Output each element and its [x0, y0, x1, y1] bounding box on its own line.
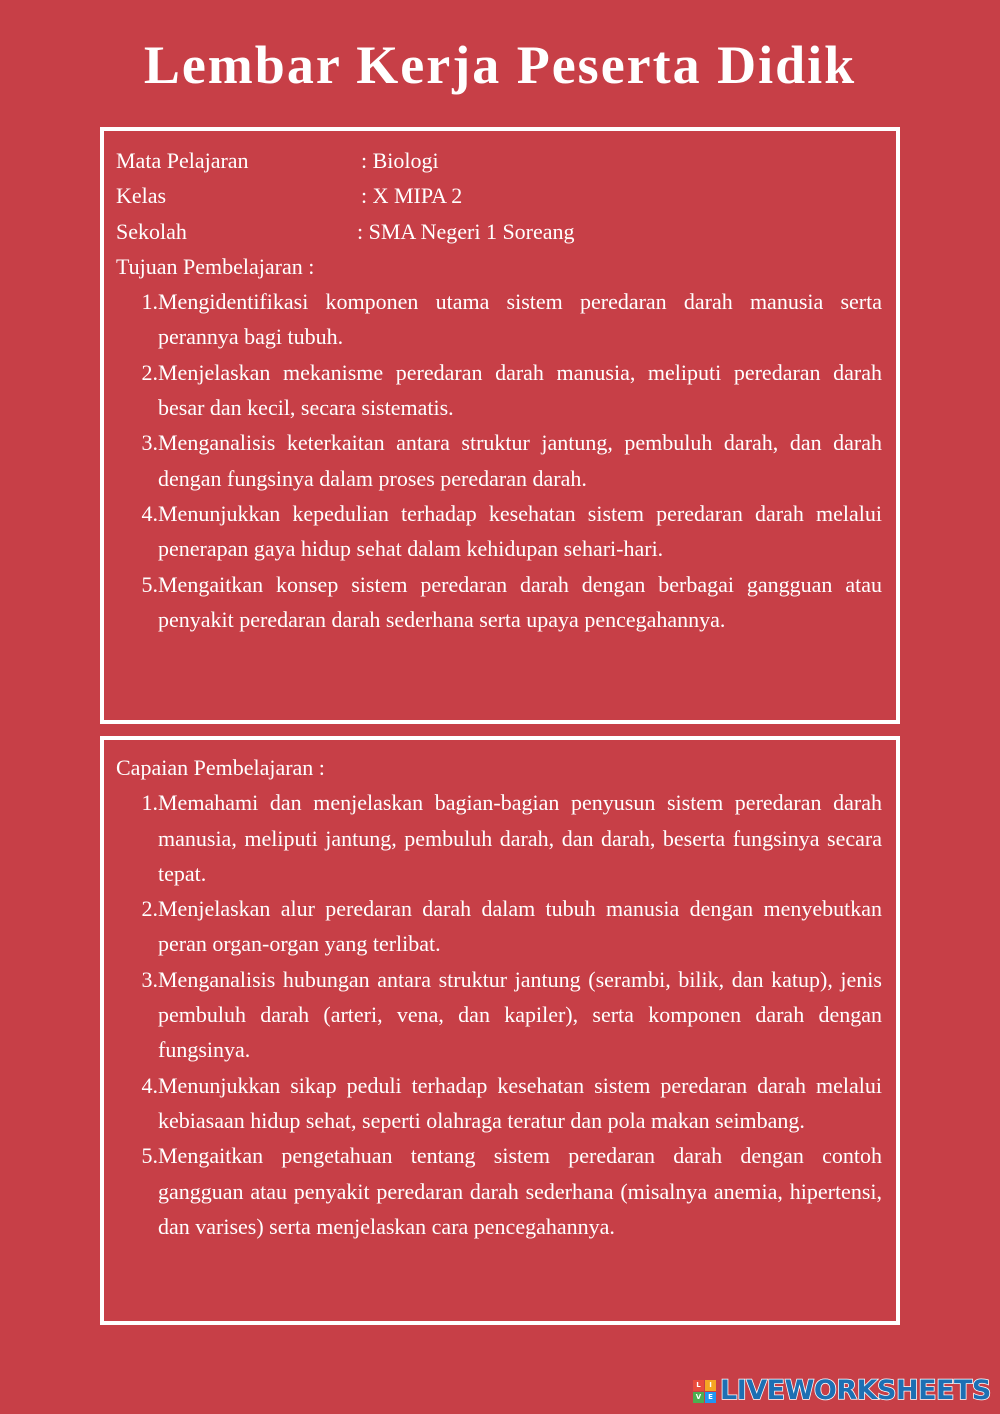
item-text: Menjelaskan mekanisme peredaran darah manusia, meliputi peredaran darah besar dan kecil, secara sistematis.	[158, 359, 882, 421]
info-value: : SMA Negeri 1 Soreang	[357, 218, 575, 244]
list-item	[116, 425, 884, 496]
item-text: Menunjukkan sikap peduli terhadap kesehatan sistem peredaran darah melalui kebiasaan hidup sehat, seperti olahraga teratur dan pola makan seimbang.	[158, 1072, 882, 1133]
capaian-list	[116, 785, 884, 1244]
tujuan-heading: Tujuan Pembelajaran :	[116, 253, 315, 279]
info-label: Sekolah	[116, 218, 187, 244]
item-number: 4.	[141, 1072, 158, 1098]
capaian-heading: Capaian Pembelajaran :	[116, 755, 325, 780]
item-number: 3.	[141, 430, 158, 456]
tujuan-list	[116, 284, 884, 637]
item-number: 2.	[141, 896, 158, 922]
liveworksheets-logo[interactable]	[693, 1376, 991, 1406]
list-item	[116, 355, 884, 426]
item-text: Menganalisis keterkaitan antara struktur jantung, pembuluh darah, dan darah dengan fungsinya dalam proses peredaran darah.	[158, 430, 882, 491]
logo-mark-letter: I	[705, 1380, 716, 1391]
logo-mark-letter: E	[705, 1392, 716, 1403]
logo-mark-letter: L	[693, 1380, 704, 1391]
info-value: : X MIPA 2	[361, 183, 463, 209]
info-label: Kelas	[116, 183, 167, 209]
worksheet-title: Lembar Kerja Peserta Didik	[143, 35, 857, 95]
item-text: Mengidentifikasi komponen utama sistem peredaran darah manusia serta perannya bagi tubuh.	[158, 289, 882, 350]
item-text: Menjelaskan alur peredaran darah dalam tubuh manusia dengan menyebutkan peran organ-organ yang terlibat.	[158, 896, 882, 957]
item-number: 3.	[141, 966, 158, 992]
list-item	[116, 1138, 884, 1244]
item-number: 5.	[141, 1143, 158, 1169]
item-text: Menunjukkan kepedulian terhadap kesehatan sistem peredaran darah melalui penerapan gaya hidup sehat dalam kehidupan sehari-hari.	[158, 500, 882, 562]
item-number: 2.	[141, 359, 158, 385]
item-text: Mengaitkan pengetahuan tentang sistem peredaran darah dengan contoh gangguan atau penyakit peredaran darah sederhana (misalnya anemia, hipertensi, dan varises) serta menjelaskan cara pencegahannya.	[158, 1143, 882, 1239]
info-row-school	[116, 214, 884, 249]
logo-mark-letter: V	[693, 1392, 704, 1403]
info-row-subject	[116, 143, 884, 178]
item-number: 4.	[141, 500, 158, 526]
item-text: Memahami dan menjelaskan bagian-bagian penyusun sistem peredaran darah manusia, meliputi jantung, pembuluh darah, dan darah, beserta fungsinya secara tepat.	[158, 790, 882, 886]
list-item	[116, 785, 884, 891]
list-item	[116, 1068, 884, 1139]
list-item	[116, 567, 884, 638]
item-number: 5.	[141, 571, 158, 597]
list-item	[116, 284, 884, 355]
item-text: Menganalisis hubungan antara struktur jantung (serambi, bilik, dan katup), jenis pembuluh darah (arteri, vena, dan kapiler), serta komponen darah dengan fungsinya.	[158, 966, 882, 1063]
item-text: Mengaitkan konsep sistem peredaran darah dengan berbagai gangguan atau penyakit peredaran darah sederhana serta upaya pencegahannya.	[158, 571, 882, 632]
info-label: Mata Pelajaran	[116, 148, 249, 173]
info-value: : Biologi	[361, 148, 439, 173]
liveworksheets-logo-text: LIVEWORKSHEETS	[720, 1375, 991, 1406]
item-number: 1.	[141, 790, 158, 816]
item-number: 1.	[141, 289, 158, 315]
list-item	[116, 962, 884, 1068]
capaian-panel	[100, 736, 900, 1325]
info-row-class	[116, 178, 884, 213]
liveworksheets-logo-icon	[693, 1380, 716, 1403]
list-item	[116, 891, 884, 962]
list-item	[116, 496, 884, 567]
info-panel	[100, 127, 900, 724]
